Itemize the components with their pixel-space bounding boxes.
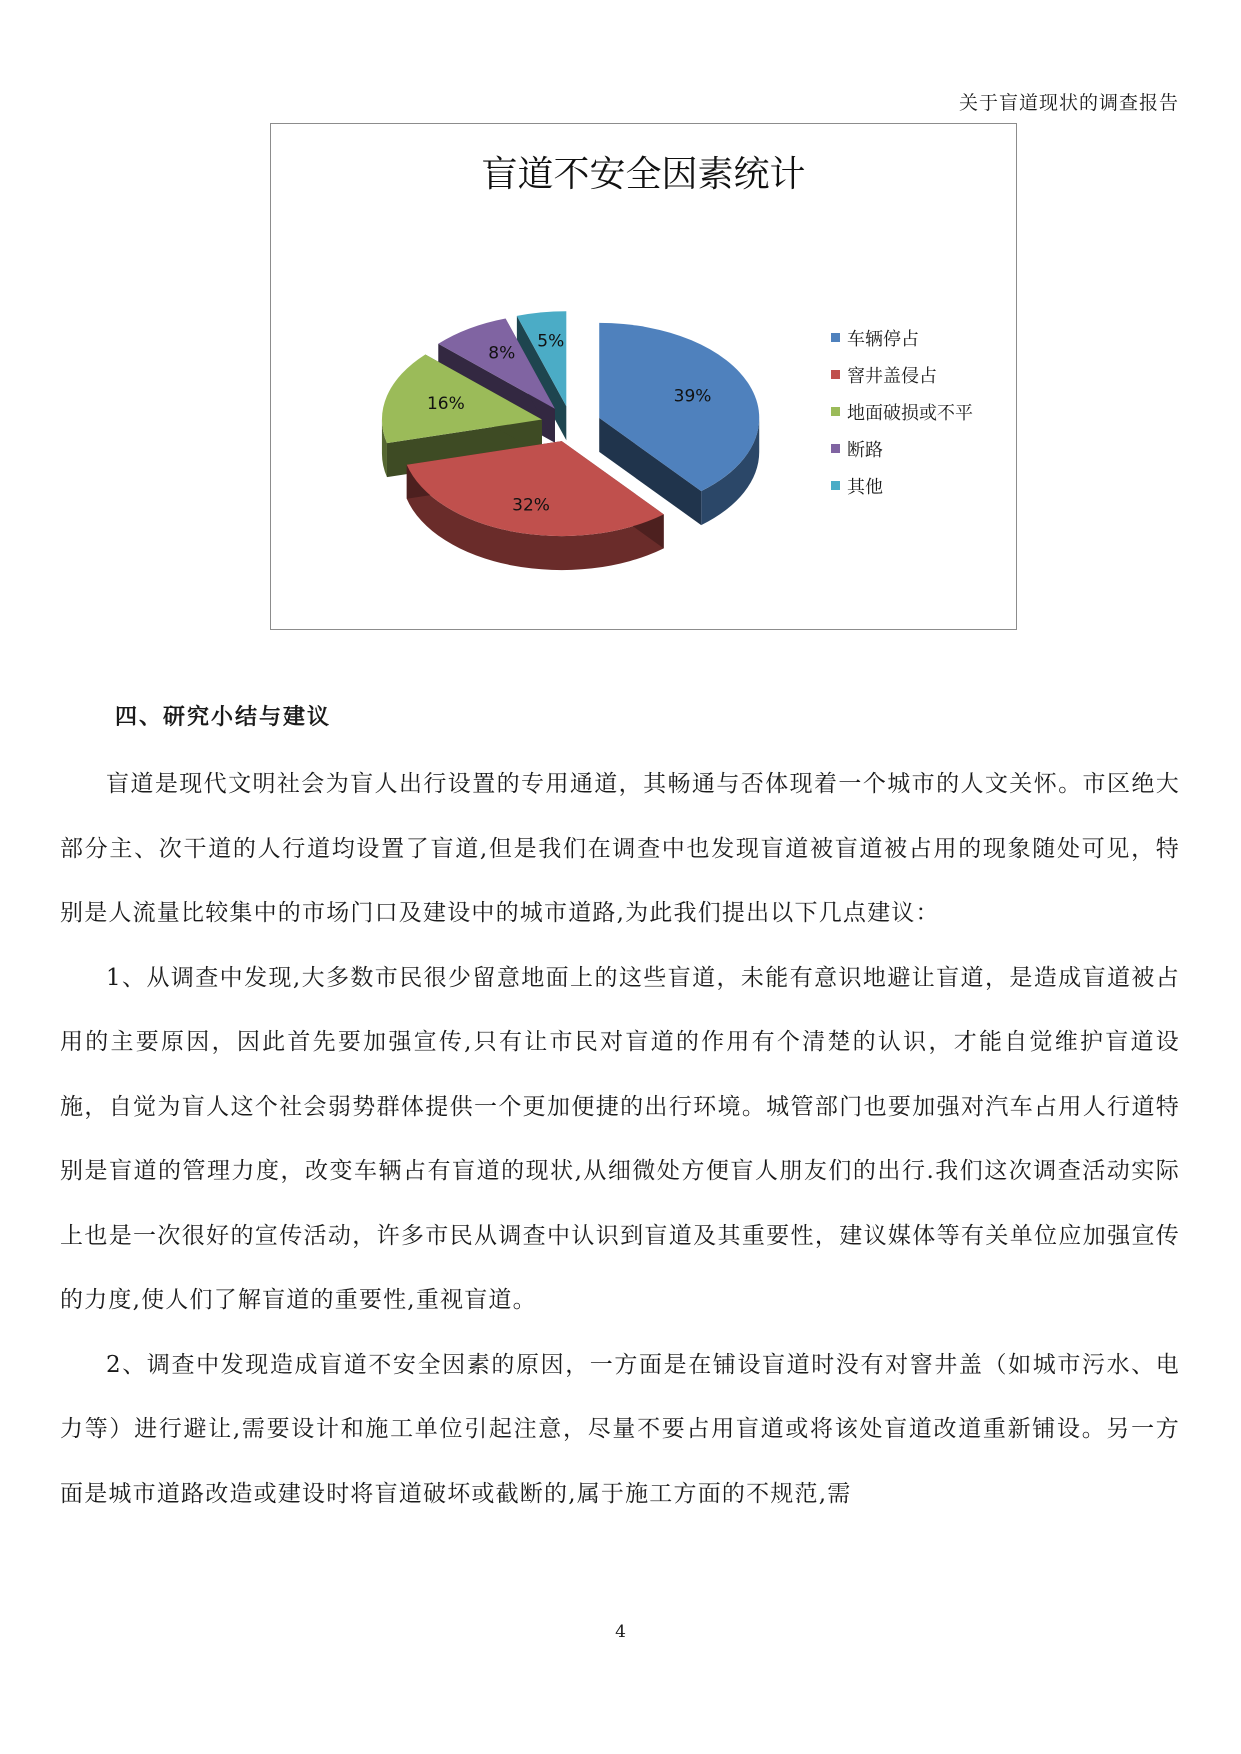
legend-swatch: [831, 481, 840, 490]
legend-item: [831, 319, 973, 356]
body-text: [60, 752, 1180, 1526]
legend-swatch: [831, 444, 840, 453]
running-header: 关于盲道现状的调查报告: [958, 92, 1179, 114]
pie-data-label: 39%: [673, 386, 712, 407]
pie-data-label: 5%: [537, 331, 565, 352]
legend-label: 窨井盖侵占: [847, 365, 937, 387]
legend-item: [831, 356, 973, 393]
pie-data-label: 32%: [512, 495, 550, 516]
legend-swatch: [831, 407, 840, 416]
chart-title: 盲道不安全因素统计: [481, 154, 806, 195]
legend-item: [831, 393, 973, 430]
legend-item: [831, 430, 973, 467]
legend-label: 其他: [847, 476, 883, 498]
pie-chart: [270, 123, 1017, 630]
legend-swatch: [831, 333, 840, 342]
pie-data-label: 16%: [426, 393, 465, 414]
legend-swatch: [831, 370, 840, 379]
section-heading: 四、研究小结与建议: [115, 704, 332, 730]
page-number: 4: [615, 1622, 626, 1642]
legend-item: [831, 467, 973, 504]
chart-legend: [831, 319, 973, 504]
legend-label: 车辆停占: [847, 328, 919, 350]
paragraph: 2、调查中发现造成盲道不安全因素的原因，一方面是在铺设盲道时没有对窨井盖（如城市污水、电力等）进行避让,需要设计和施工单位引起注意，尽量不要占用盲道或将该处盲道改道重新铺设。另一方面是城市道路改造或建设时将盲道破坏或截断的,属于施工方面的不规范,需: [60, 1351, 1180, 1507]
paragraph: 1、从调查中发现,大多数市民很少留意地面上的这些盲道，未能有意识地避让盲道，是造成盲道被占用的主要原因，因此首先要加强宣传,只有让市民对盲道的作用有个清楚的认识，才能自觉维护盲道设施，自觉为盲人这个社会弱势群体提供一个更加便捷的出行环境。城管部门也要加强对汽车占用人行道特别是盲道的管理力度，改变车辆占有盲道的现状,从细微处方便盲人朋友们的出行.我们这次调查活动实际上也是一次很好的宣传活动，许多市民从调查中认识到盲道及其重要性，建议媒体等有关单位应加强宣传的力度,使人们了解盲道的重要性,重视盲道。: [60, 964, 1180, 1313]
paragraph: 盲道是现代文明社会为盲人出行设置的专用通道，其畅通与否体现着一个城市的人文关怀。市区绝大部分主、次干道的人行道均设置了盲道,但是我们在调查中也发现盲道被盲道被占用的现象随处可见，特别是人流量比较集中的市场门口及建设中的城市道路,为此我们提出以下几点建议：: [60, 771, 1180, 926]
legend-label: 断路: [847, 439, 883, 461]
legend-label: 地面破损或不平: [847, 402, 973, 424]
pie-data-label: 8%: [488, 343, 516, 364]
